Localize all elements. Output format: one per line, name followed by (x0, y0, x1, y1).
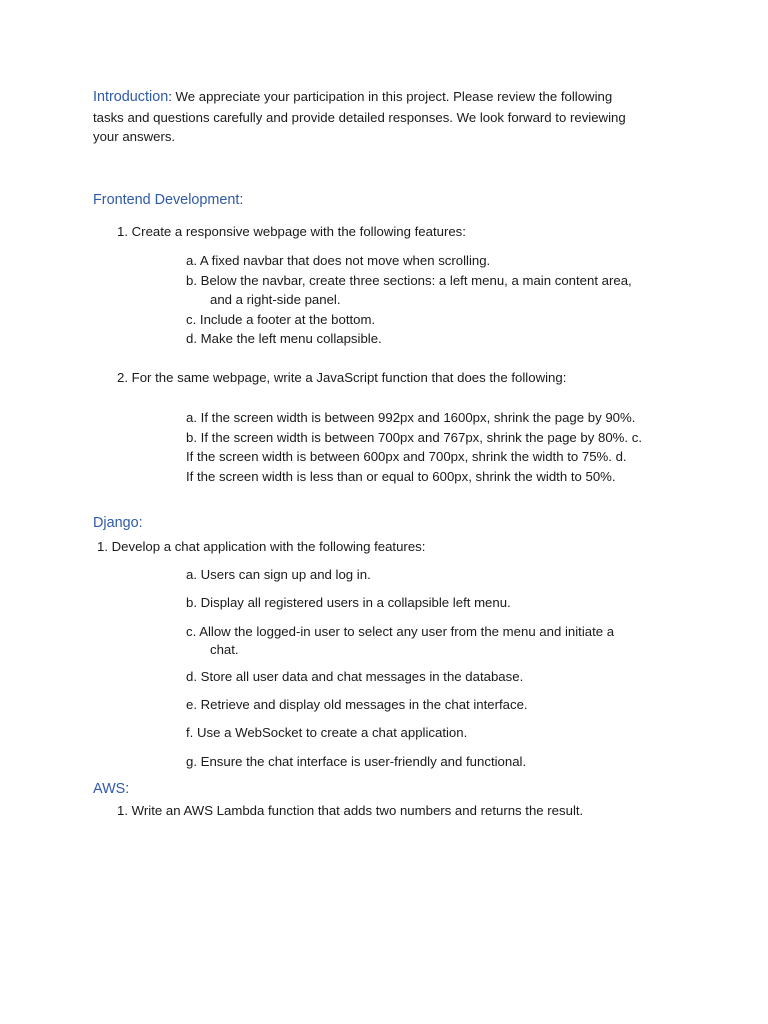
frontend-item-1: 1. Create a responsive webpage with the following features: (117, 224, 466, 239)
frontend-item-1-c: c. Include a footer at the bottom. (186, 311, 376, 327)
frontend-item-1-b: b. Below the navbar, create three sections: a left menu, a main content area, (186, 272, 632, 288)
intro-text-1: We appreciate your participation in this project. Please review the following (171, 89, 613, 104)
frontend-item-2-subitems (186, 408, 642, 486)
django-subitem-e: e. Retrieve and display old messages in the chat interface. (186, 697, 528, 712)
django-heading: Django: (93, 515, 143, 531)
django-subitem-c-line-1: c. Allow the logged-in user to select any user from the menu and initiate a (186, 624, 615, 639)
frontend-item-2: 2. For the same webpage, write a JavaScript function that does the following: (117, 370, 567, 385)
frontend-item-2-line-3: If the screen width is between 600px and 700px, shrink the width to 75%. d. (186, 449, 627, 464)
frontend-item-1-b-cont: and a right-side panel. (210, 292, 341, 307)
django-subitem-f: f. Use a WebSocket to create a chat application. (186, 725, 468, 740)
aws-heading: AWS: (93, 781, 130, 797)
django-subitem-c (186, 622, 614, 659)
frontend-item-2-line-1: a. If the screen width is between 992px and 1600px, shrink the page by 90%. (186, 410, 636, 425)
frontend-item-1-subitems (186, 251, 632, 349)
django-item-1: 1. Develop a chat application with the following features: (97, 539, 426, 554)
intro-label: Introduction (93, 89, 169, 105)
intro-line-3: your answers. (93, 129, 176, 144)
django-subitem-d: d. Store all user data and chat messages in the database. (186, 669, 524, 684)
intro-colon: : (168, 89, 172, 104)
frontend-item-1-a: a. A fixed navbar that does not move when scrolling. (186, 253, 491, 268)
frontend-heading: Frontend Development: (93, 192, 244, 208)
intro-line-2: tasks and questions carefully and provide detailed responses. We look forward to reviewing (93, 109, 626, 125)
frontend-item-1-d: d. Make the left menu collapsible. (186, 331, 382, 346)
intro-line-1 (93, 87, 626, 108)
aws-item-1: 1. Write an AWS Lambda function that adds two numbers and returns the result. (117, 803, 584, 818)
django-subitem-c-line-2: chat. (210, 641, 239, 657)
django-subitem-b: b. Display all registered users in a collapsible left menu. (186, 595, 511, 610)
django-subitem-g: g. Ensure the chat interface is user-friendly and functional. (186, 754, 527, 769)
intro-paragraph (93, 87, 626, 147)
frontend-item-2-line-4: If the screen width is less than or equal to 600px, shrink the width to 50%. (186, 468, 616, 484)
django-subitem-a: a. Users can sign up and log in. (186, 567, 371, 582)
frontend-item-2-line-2: b. If the screen width is between 700px and 767px, shrink the page by 80%. c. (186, 429, 642, 445)
